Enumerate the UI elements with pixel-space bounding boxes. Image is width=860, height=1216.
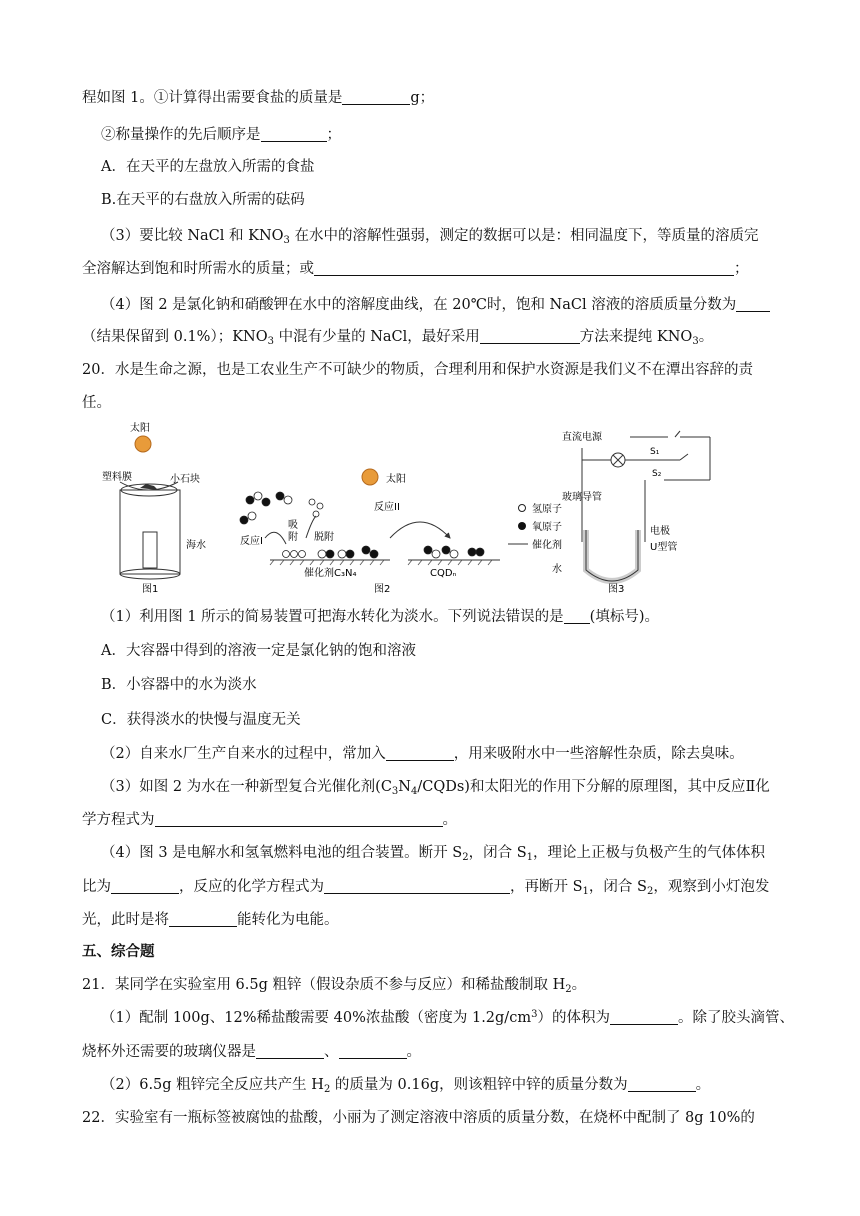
sun-label: 太阳	[130, 423, 150, 434]
option-b: B．小容器中的水为淡水	[101, 677, 257, 693]
stone-label: 小石块	[170, 474, 200, 485]
answer-blank[interactable]	[564, 607, 590, 624]
legend-hydrogen: 氢原子	[532, 504, 562, 515]
sun-icon	[362, 469, 378, 485]
legend-catalyst: 催化剂	[532, 540, 562, 551]
text-line: 全溶解达到饱和时所需水的质量；或 ；	[82, 261, 749, 277]
text-line: 程如图 1。①计算得出需要食盐的质量是 g；	[82, 90, 435, 106]
question-22-stem: 22．实验室有一瓶标签被腐蚀的盐酸，小丽为了测定溶液中溶质的质量分数，在烧杯中配制了 8g 10%的	[82, 1110, 755, 1126]
figure-1-caption: 图1	[142, 584, 159, 595]
text-line: （结果保留到 0.1%）；$KNO_3$ 中混有少量的 NaCl，最好采用 方法来提纯 $KNO_3$。	[82, 329, 714, 347]
answer-blank[interactable]	[386, 744, 454, 761]
answer-blank[interactable]	[342, 88, 410, 105]
figure-1	[102, 421, 206, 595]
text-line: （1）配制 100g、12%稀盐酸需要 40%浓盐酸（密度为 $1.2g/cm^3$）的体积为 。除了胶头滴管、	[101, 1009, 794, 1026]
reaction-2-label: 反应II	[374, 502, 400, 513]
absorb-label: 附	[288, 532, 298, 543]
text-line: 烧杯外还需要的玻璃仪器是 、 。	[82, 1044, 421, 1060]
film-label: 塑料膜	[102, 472, 132, 483]
answer-blank[interactable]	[480, 327, 580, 344]
legend-oxygen: 氧原子	[532, 522, 562, 533]
sea-label: 海水	[186, 540, 206, 551]
cqd-label: CQDₙ	[430, 568, 457, 579]
text-line: （1）利用图 1 所示的简易装置可把海水转化为淡水。下列说法错误的是 (填标号)。	[101, 609, 659, 625]
answer-blank[interactable]	[314, 259, 734, 276]
water-label: 水	[552, 564, 562, 575]
text-line: （3）如图 2 为水在一种新型复合光催化剂$(C_3N_4/CQDs)$和太阳光的作用下分解的原理图，其中反应Ⅱ化	[101, 779, 770, 797]
answer-blank[interactable]	[736, 295, 770, 312]
option-a: A．大容器中得到的溶液一定是氯化钠的饱和溶液	[101, 643, 416, 659]
u-tube-label: U型管	[650, 542, 678, 553]
text-line: ②称量操作的先后顺序是 ；	[101, 127, 341, 143]
tube-label: 玻璃导管	[562, 492, 602, 503]
question-20-stem: 20．水是生命之源，也是工农业生产不可缺少的物质，合理利用和保护水资源是我们义不在潭出容辞的责	[82, 362, 753, 378]
sun-label: 太阳	[386, 474, 406, 485]
text-line: 任。	[82, 395, 111, 411]
answer-blank[interactable]	[155, 810, 443, 827]
option-a: A．在天平的左盘放入所需的食盐	[101, 159, 315, 175]
answer-blank[interactable]	[324, 877, 510, 894]
figure-2-caption: 图2	[374, 584, 391, 595]
sun-icon	[135, 436, 151, 452]
figure-2	[240, 469, 562, 595]
text-line: （4）图 3 是电解水和氢氧燃料电池的组合装置。断开 $S_2$，闭合 $S_1$，理论上正极与负极产生的气体体积	[101, 845, 766, 863]
switch-s2-label: S₂	[652, 469, 662, 479]
text-line: 学方程式为 。	[82, 812, 457, 828]
switch-s1-label: S₁	[650, 447, 660, 457]
text-line: （2）6.5g 粗锌完全反应共产生 $H_2$ 的质量为 0.16g，则该粗锌中锌的质量分数为 。	[101, 1077, 711, 1095]
text-line: （2）自来水厂生产自来水的过程中，常加入 ，用来吸附水中一些溶解性杂质，除去臭味。	[101, 746, 744, 762]
absorb-label: 吸	[288, 520, 298, 531]
answer-blank[interactable]	[256, 1042, 324, 1059]
desorb-label: 脱附	[314, 532, 334, 543]
section-title: 五、综合题	[82, 944, 155, 960]
figures	[90, 420, 730, 602]
catalyst-label: 催化剂C₃N₄	[304, 568, 357, 579]
text-line: 比为 ，反应的化学方程式为 ，再断开 $S_1$，闭合 $S_2$，观察到小灯泡发	[82, 879, 770, 897]
answer-blank[interactable]	[339, 1042, 407, 1059]
answer-blank[interactable]	[169, 910, 237, 927]
option-c: C．获得淡水的快慢与温度无关	[101, 712, 301, 728]
answer-blank[interactable]	[628, 1075, 696, 1092]
answer-blank[interactable]	[111, 877, 179, 894]
figure-3	[552, 430, 710, 595]
text-line: （3）要比较 NaCl 和 $KNO_3$ 在水中的溶解性强弱，测定的数据可以是：相同温度下，等质量的溶质完	[101, 228, 759, 246]
text-line: 光，此时是将 能转化为电能。	[82, 912, 339, 928]
option-b: B.在天平的右盘放入所需的砝码	[101, 192, 305, 208]
answer-blank[interactable]	[261, 125, 327, 142]
answer-blank[interactable]	[610, 1008, 678, 1025]
question-21-stem: 21．某同学在实验室用 6.5g 粗锌（假设杂质不参与反应）和稀盐酸制取 $H_2$。	[82, 977, 587, 995]
electrode-label: 电极	[650, 526, 670, 537]
text-line: （4）图 2 是氯化钠和硝酸钾在水中的溶解度曲线，在 20℃时，饱和 NaCl 溶液的溶质质量分数为	[101, 294, 770, 316]
reaction-1-label: 反应I	[240, 536, 263, 547]
figure-3-caption: 图3	[608, 584, 625, 595]
power-label: 直流电源	[562, 432, 602, 443]
